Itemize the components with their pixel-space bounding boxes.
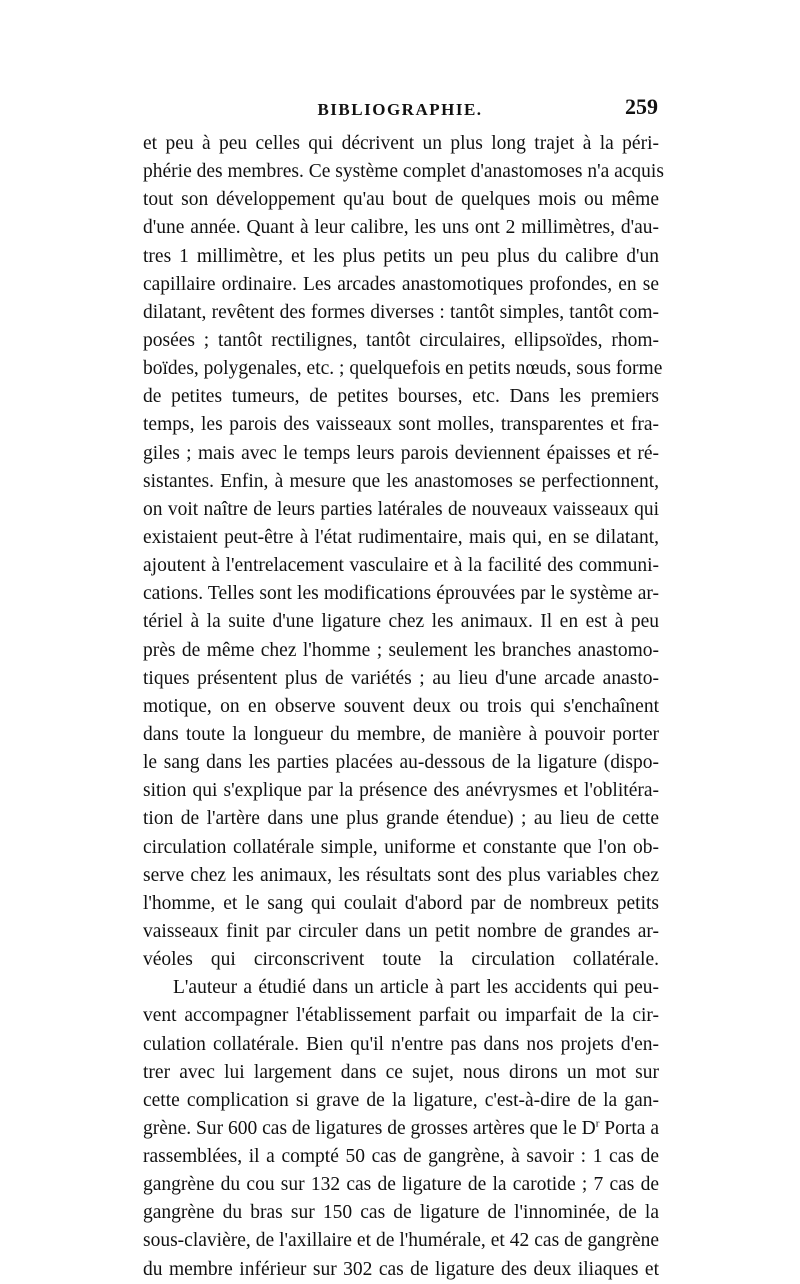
text-line: tériel à la suite d'une ligature chez les animaux. Il en est à peu [143, 611, 659, 633]
text-line: l'homme, et le sang qui coulait d'abord par de nombreux petits [143, 892, 659, 914]
text-line: gangrène du cou sur 132 cas de ligature de la carotide ; 7 cas de [143, 1174, 659, 1196]
running-title: BIBLIOGRAPHIE. [317, 100, 483, 119]
superscript: r [595, 1117, 600, 1130]
page-number: 259 [625, 94, 658, 119]
text-line: le sang dans les parties placées au-dessous de la ligature (dispo- [143, 752, 659, 774]
paragraph [143, 130, 664, 974]
text-line: dans toute la longueur du membre, de manière à pouvoir porter [143, 723, 659, 745]
text-line: serve chez les animaux, les résultats sont des plus variables chez [143, 864, 659, 886]
text-line: capillaire ordinaire. Les arcades anastomotiques profondes, en se [143, 273, 659, 295]
text-line: rassemblées, il a compté 50 cas de gangrène, à savoir : 1 cas de [143, 1146, 659, 1168]
text-line: vaisseaux finit par circuler dans un petit nombre de grandes ar- [143, 920, 659, 942]
paragraph [143, 974, 659, 1284]
text-line: grène. Sur 600 cas de ligatures de grosses artères que le $D^r$ Porta a [143, 1117, 659, 1139]
text-line: cette complication si grave de la ligature, c'est-à-dire de la gan- [143, 1089, 659, 1111]
text-fragment: Porta a [599, 1117, 659, 1139]
text-line: on voit naître de leurs parties latérales de nouveaux vaisseaux qui [143, 498, 659, 520]
text-line: véoles qui circonscrivent toute la circulation collatérale. [143, 949, 659, 971]
text-line: temps, les parois des vaisseaux sont molles, transparentes et fra- [143, 414, 659, 436]
text-line: d'une année. Quant à leur calibre, les uns ont 2 millimètres, d'au- [143, 217, 659, 239]
text-line: et peu à peu celles qui décrivent un plus long trajet à la péri- [143, 133, 659, 154]
text-line: giles ; mais avec le temps leurs parois deviennent épaisses et ré- [143, 442, 659, 464]
text-line: L'auteur a étudié dans un article à part les accidents qui peu- [173, 977, 659, 999]
text-line: près de même chez l'homme ; seulement les branches anastomo- [143, 639, 659, 661]
text-line: cations. Telles sont les modifications éprouvées par le système ar- [143, 583, 659, 605]
text-line: trer avec lui largement dans ce sujet, nous dirons un mot sur [143, 1061, 659, 1083]
text-line: sous-clavière, de l'axillaire et de l'humérale, et 42 cas de gangrène [143, 1230, 659, 1252]
text-line: tion de l'artère dans une plus grande étendue) ; au lieu de cette [143, 808, 659, 830]
text-line: dilatant, revêtent des formes diverses : tantôt simples, tantôt com- [143, 301, 659, 323]
text-line: motique, on en observe souvent deux ou trois qui s'enchaînent [143, 695, 659, 717]
text-line: du membre inférieur sur 302 cas de ligature des deux iliaques et [143, 1258, 659, 1280]
text-line: tout son développement qu'au bout de quelques mois ou même [143, 189, 659, 211]
text-line: phérie des membres. Ce système complet d'anastomoses n'a acquis [143, 161, 664, 183]
text-line: circulation collatérale simple, uniforme et constante que l'on ob- [143, 836, 659, 858]
text-line: posées ; tantôt rectilignes, tantôt circulaires, ellipsoïdes, rhom- [143, 329, 659, 351]
body-text [143, 130, 664, 1284]
text-line: sition qui s'explique par la présence des anévrysmes et l'oblitéra- [143, 780, 659, 802]
text-line: tiques présentent plus de variétés ; au lieu d'une arcade anasto- [143, 667, 659, 689]
text-line: de petites tumeurs, de petites bourses, etc. Dans les premiers [143, 386, 659, 408]
text-line: vent accompagner l'établissement parfait ou imparfait de la cir- [143, 1005, 659, 1027]
text-line: sistantes. Enfin, à mesure que les anastomoses se perfectionnent, [143, 470, 659, 492]
text-line: existaient peut-être à l'état rudimentaire, mais qui, en se dilatant, [143, 526, 659, 548]
text-line: boïdes, polygenales, etc. ; quelquefois en petits nœuds, sous forme [143, 358, 663, 380]
text-line: culation collatérale. Bien qu'il n'entre pas dans nos projets d'en- [143, 1033, 659, 1055]
text-line: gangrène du bras sur 150 cas de ligature de l'innominée, de la [143, 1202, 659, 1224]
text-line: tres 1 millimètre, et les plus petits un peu plus du calibre d'un [143, 245, 659, 267]
text-line: ajoutent à l'entrelacement vasculaire et à la facilité des communi- [143, 555, 659, 577]
running-head [142, 94, 658, 124]
